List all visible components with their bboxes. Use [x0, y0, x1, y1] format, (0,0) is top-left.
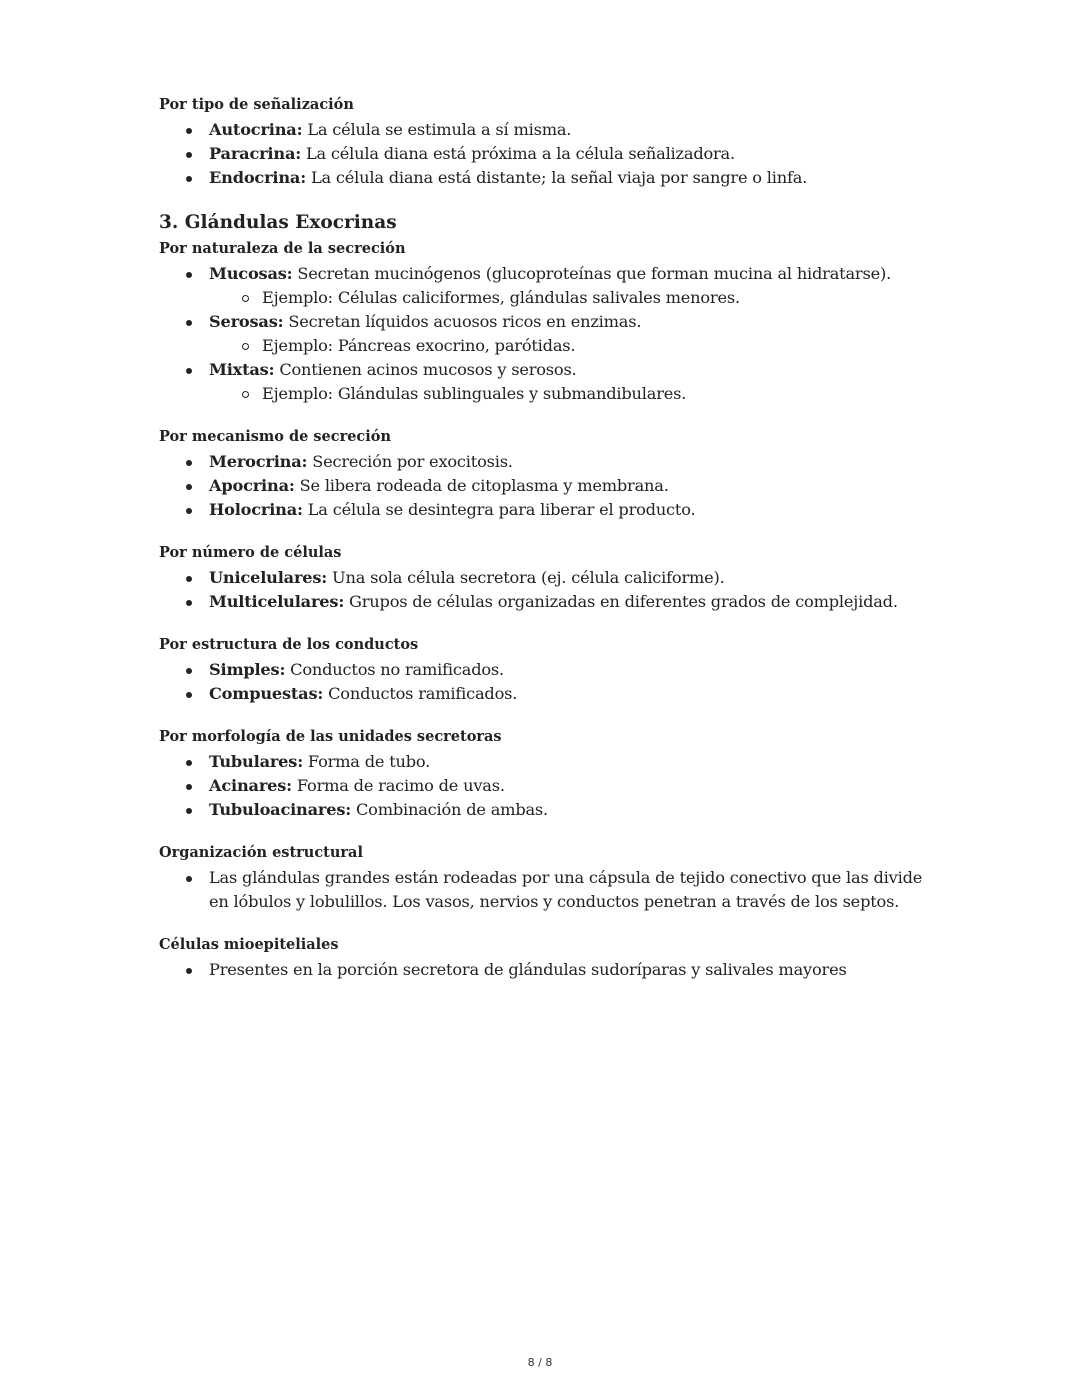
term: Endocrina:	[209, 168, 306, 187]
term: Acinares:	[209, 776, 292, 795]
term: Merocrina:	[209, 452, 308, 471]
subheading-mioepiteliales: Células mioepiteliales	[159, 936, 339, 953]
definition: La célula diana está próxima a la célula señalizadora.	[301, 144, 735, 163]
term: Simples:	[209, 660, 286, 679]
list-item: Presentes en la porción secretora de glándulas sudoríparas y salivales mayores	[159, 958, 939, 982]
list-item	[159, 310, 939, 334]
sub-list-item: Ejemplo: Células caliciformes, glándulas salivales menores.	[159, 286, 939, 310]
definition: Una sola célula secretora (ej. célula caliciforme).	[327, 568, 725, 587]
term: Autocrina:	[209, 120, 303, 139]
definition: Secretan líquidos acuosos ricos en enzimas.	[283, 312, 642, 331]
list-item	[159, 498, 939, 522]
list-mioepiteliales	[159, 958, 939, 982]
term: Mixtas:	[209, 360, 275, 379]
list-item	[159, 118, 939, 142]
section-heading: 3. Glándulas Exocrinas	[159, 212, 397, 233]
definition: Contienen acinos mucosos y serosos.	[274, 360, 577, 379]
definition: Secreción por exocitosis.	[307, 452, 513, 471]
definition: Conductos ramificados.	[323, 684, 518, 703]
definition: Combinación de ambas.	[351, 800, 548, 819]
term: Tubulares:	[209, 752, 303, 771]
term: Unicelulares:	[209, 568, 328, 587]
definition: La célula se desintegra para liberar el producto.	[302, 500, 696, 519]
list-item	[159, 142, 939, 166]
term: Multicelulares:	[209, 592, 345, 611]
subheading-mecanismo: Por mecanismo de secreción	[159, 428, 391, 445]
list-item	[159, 166, 939, 190]
term: Compuestas:	[209, 684, 324, 703]
definition: La célula diana está distante; la señal viaja por sangre o linfa.	[306, 168, 808, 187]
subheading-conductos: Por estructura de los conductos	[159, 636, 419, 653]
list-numero	[159, 566, 939, 614]
definition: Secretan mucinógenos (glucoproteínas que forman mucina al hidratarse).	[292, 264, 892, 283]
list-item	[159, 658, 939, 682]
definition: La célula se estimula a sí misma.	[302, 120, 572, 139]
list-item	[159, 262, 939, 286]
list-mecanismo	[159, 450, 939, 522]
term: Holocrina:	[209, 500, 303, 519]
subheading-senalizacion: Por tipo de señalización	[159, 96, 354, 113]
definition: Se libera rodeada de citoplasma y membrana.	[294, 476, 669, 495]
term: Tubuloacinares:	[209, 800, 352, 819]
list-conductos	[159, 658, 939, 706]
list-item	[159, 750, 939, 774]
subheading-organizacion: Organización estructural	[159, 844, 363, 861]
term: Serosas:	[209, 312, 284, 331]
document-page	[159, 94, 939, 982]
list-morfologia	[159, 750, 939, 822]
definition: Forma de racimo de uvas.	[291, 776, 505, 795]
page-number: 8 / 8	[527, 1356, 553, 1369]
list-item	[159, 450, 939, 474]
list-senalizacion	[159, 118, 939, 190]
list-organizacion	[159, 866, 939, 914]
list-item	[159, 474, 939, 498]
list-item	[159, 358, 939, 382]
subheading-morfologia: Por morfología de las unidades secretoras	[159, 728, 502, 745]
list-item: Las glándulas grandes están rodeadas por una cápsula de tejido conectivo que las divide en lóbulos y lobulillos. Los vasos, nervios y conductos penetran a través de los septos.	[159, 866, 939, 914]
subheading-numero: Por número de células	[159, 544, 342, 561]
list-item	[159, 566, 939, 590]
term: Paracrina:	[209, 144, 302, 163]
definition: Conductos no ramificados.	[285, 660, 504, 679]
list-item	[159, 798, 939, 822]
list-item	[159, 590, 939, 614]
definition: Grupos de células organizadas en diferentes grados de complejidad.	[344, 592, 898, 611]
list-item	[159, 682, 939, 706]
subheading-naturaleza: Por naturaleza de la secreción	[159, 240, 406, 257]
list-item	[159, 774, 939, 798]
definition: Forma de tubo.	[302, 752, 431, 771]
sub-list-item: Ejemplo: Glándulas sublinguales y submandibulares.	[159, 382, 939, 406]
term: Apocrina:	[209, 476, 295, 495]
sub-list-item: Ejemplo: Páncreas exocrino, parótidas.	[159, 334, 939, 358]
term: Mucosas:	[209, 264, 293, 283]
list-naturaleza	[159, 262, 939, 406]
